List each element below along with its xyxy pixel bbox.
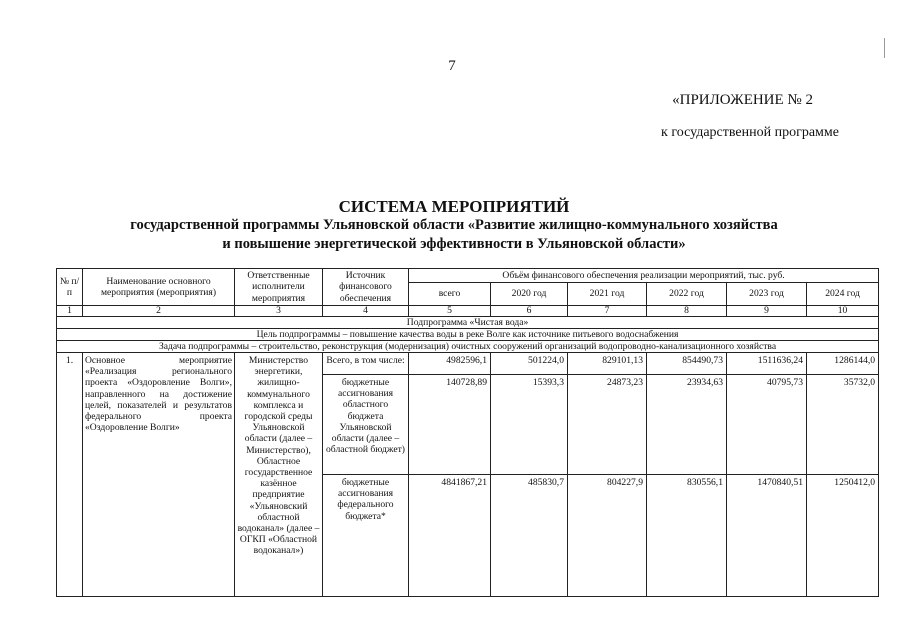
index-cell: 6 <box>491 306 568 317</box>
header-source: Источник финансового обеспечения <box>323 269 409 306</box>
source-total: Всего, в том числе: <box>323 353 409 375</box>
source-federal-budget: бюджетные ассигнования федерального бюджета* <box>323 475 409 597</box>
header-2023: 2023 год <box>727 283 807 306</box>
task-row <box>57 341 879 353</box>
header-2021: 2021 год <box>568 283 647 306</box>
row-num: 1. <box>57 353 83 597</box>
value-2020: 501224,0 <box>491 353 568 375</box>
index-cell: 1 <box>57 306 83 317</box>
value-2023: 40795,73 <box>727 375 807 475</box>
value-2024: 1286144,0 <box>807 353 879 375</box>
index-cell: 9 <box>727 306 807 317</box>
value-2020: 15393,3 <box>491 375 568 475</box>
value-2024: 35732,0 <box>807 375 879 475</box>
index-cell: 8 <box>647 306 727 317</box>
value-2021: 24873,23 <box>568 375 647 475</box>
index-cell: 4 <box>323 306 409 317</box>
value-2024: 1250412,0 <box>807 475 879 597</box>
index-cell: 7 <box>568 306 647 317</box>
goal-row <box>57 329 879 341</box>
scan-edge-mark <box>884 38 885 58</box>
heading-main: СИСТЕМА МЕРОПРИЯТИЙ <box>338 197 570 216</box>
index-cell: 3 <box>235 306 323 317</box>
header-2022: 2022 год <box>647 283 727 306</box>
value-2023: 1511636,24 <box>727 353 807 375</box>
header-event: Наименование основного мероприятия (мероприятия) <box>83 269 235 306</box>
header-num: № п/п <box>57 269 83 306</box>
header-volume: Объём финансового обеспечения реализации мероприятий, тыс. руб. <box>409 269 879 283</box>
value-2020: 485830,7 <box>491 475 568 597</box>
subprogram-task: Задача подпрограммы – строительство, реконструкция (модернизация) очистных сооружений организаций водопроводно-канализационного хозяйства <box>57 341 879 353</box>
header-total: всего <box>409 283 491 306</box>
header-2020: 2020 год <box>491 283 568 306</box>
value-total: 4841867,21 <box>409 475 491 597</box>
column-index-row <box>57 306 879 317</box>
appendix-subtitle: к государственной программе <box>661 125 839 140</box>
row-executors: Министерство энергетики, жилищно-коммунального комплекса и городской среды Ульяновской области (далее – Министерство), Областное государственное казённое предприятие «Ульяновский областной водоканал» (далее – ОГКП «Областной водоканал») <box>235 353 323 597</box>
index-cell: 2 <box>83 306 235 317</box>
heading-line-1: государственной программы Ульяновской области «Развитие жилищно-коммунального хозяйства <box>130 217 778 233</box>
table-row <box>57 353 879 375</box>
page-number: 7 <box>448 58 456 74</box>
value-2021: 829101,13 <box>568 353 647 375</box>
value-2022: 854490,73 <box>647 353 727 375</box>
value-2022: 830556,1 <box>647 475 727 597</box>
index-cell: 10 <box>807 306 879 317</box>
subprogram-title: Подпрограмма «Чистая вода» <box>57 317 879 329</box>
document-heading <box>70 197 838 254</box>
value-2021: 804227,9 <box>568 475 647 597</box>
header-2024: 2024 год <box>807 283 879 306</box>
index-cell: 5 <box>409 306 491 317</box>
value-total: 4982596,1 <box>409 353 491 375</box>
subprogram-row <box>57 317 879 329</box>
value-total: 140728,89 <box>409 375 491 475</box>
value-2022: 23934,63 <box>647 375 727 475</box>
heading-line-2: и повышение энергетической эффективности в Ульяновской области» <box>222 236 686 252</box>
value-2023: 1470840,51 <box>727 475 807 597</box>
events-table <box>56 268 879 597</box>
subprogram-goal: Цель подпрограммы – повышение качества воды в реке Волге как источнике питьевого водоснабжения <box>57 329 879 341</box>
appendix-title: «ПРИЛОЖЕНИЕ № 2 <box>672 92 813 108</box>
source-regional-budget: бюджетные ассигнования областного бюджета Ульяновской области (далее – областной бюджет) <box>323 375 409 475</box>
row-event: Основное мероприятие «Реализация регионального проекта «Оздоровление Волги», направленного на достижение целей, показателей и результатов федерального проекта «Оздоровление Волги» <box>83 353 235 597</box>
header-executors: Ответственные исполнители мероприятия <box>235 269 323 306</box>
